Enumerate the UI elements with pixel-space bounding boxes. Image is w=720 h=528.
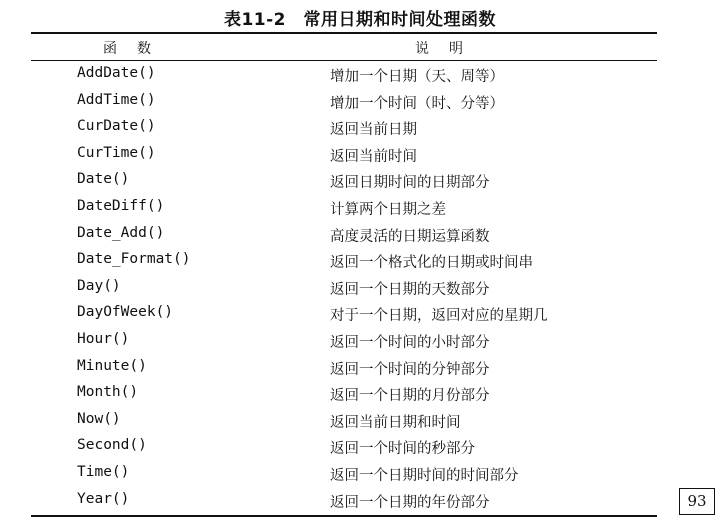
function-name: Date_Add() [77,224,165,241]
table-row [31,327,657,354]
table-row [31,487,657,514]
table-row [31,300,657,327]
function-description: 返回一个日期的月份部分 [330,388,490,405]
header-function: 函数 [103,41,171,57]
function-description: 返回一个日期时间的时间部分 [330,467,519,484]
function-description: 返回一个格式化的日期或时间串 [330,255,533,272]
function-name: Date() [77,171,130,188]
function-description: 返回当前日期 [330,122,417,139]
table-bottom-rule [31,515,657,517]
function-description: 对于一个日期，返回对应的星期几 [330,308,548,325]
table-row [31,354,657,381]
table-header [31,36,657,58]
table-row [31,433,657,460]
function-description: 返回一个时间的分钟部分 [330,361,490,378]
table-body [31,61,657,513]
table-row [31,141,657,168]
table-row [31,247,657,274]
function-name: CurTime() [77,144,156,161]
table-row [31,221,657,248]
function-name: DayOfWeek() [77,304,174,321]
function-name: Day() [77,277,121,294]
table-row [31,88,657,115]
function-name: Minute() [77,357,147,374]
function-name: AddTime() [77,91,156,108]
function-name: Year() [77,490,130,507]
function-name: Time() [77,463,130,480]
table-row [31,194,657,221]
table-row [31,114,657,141]
function-description: 增加一个时间（时、分等） [330,95,504,112]
header-description: 说明 [415,41,483,57]
table-caption: 表11-2 常用日期和时间处理函数 [223,10,497,30]
function-name: CurDate() [77,118,156,135]
table-row [31,167,657,194]
function-name: Date_Format() [77,251,191,268]
table-row [31,274,657,301]
function-description: 返回当前时间 [330,148,417,165]
function-description: 返回一个日期的年份部分 [330,494,490,511]
function-description: 返回日期时间的日期部分 [330,175,490,192]
table-row [31,61,657,88]
function-description: 计算两个日期之差 [330,201,446,218]
table-row [31,407,657,434]
function-name: Hour() [77,330,130,347]
function-description: 返回一个日期的天数部分 [330,281,490,298]
function-name: Second() [77,437,147,454]
function-description: 返回当前日期和时间 [330,414,461,431]
table-row [31,460,657,487]
function-description: 返回一个时间的秒部分 [330,441,475,458]
function-description: 返回一个时间的小时部分 [330,334,490,351]
function-name: Month() [77,384,139,401]
table-top-rule [31,32,657,34]
function-name: AddDate() [77,65,156,81]
function-name: DateDiff() [77,197,165,214]
table-row [31,380,657,407]
function-description: 增加一个日期（天、周等） [330,69,504,85]
function-name: Now() [77,410,121,427]
function-description: 高度灵活的日期运算函数 [330,228,490,245]
page-number: 93 [679,488,715,515]
